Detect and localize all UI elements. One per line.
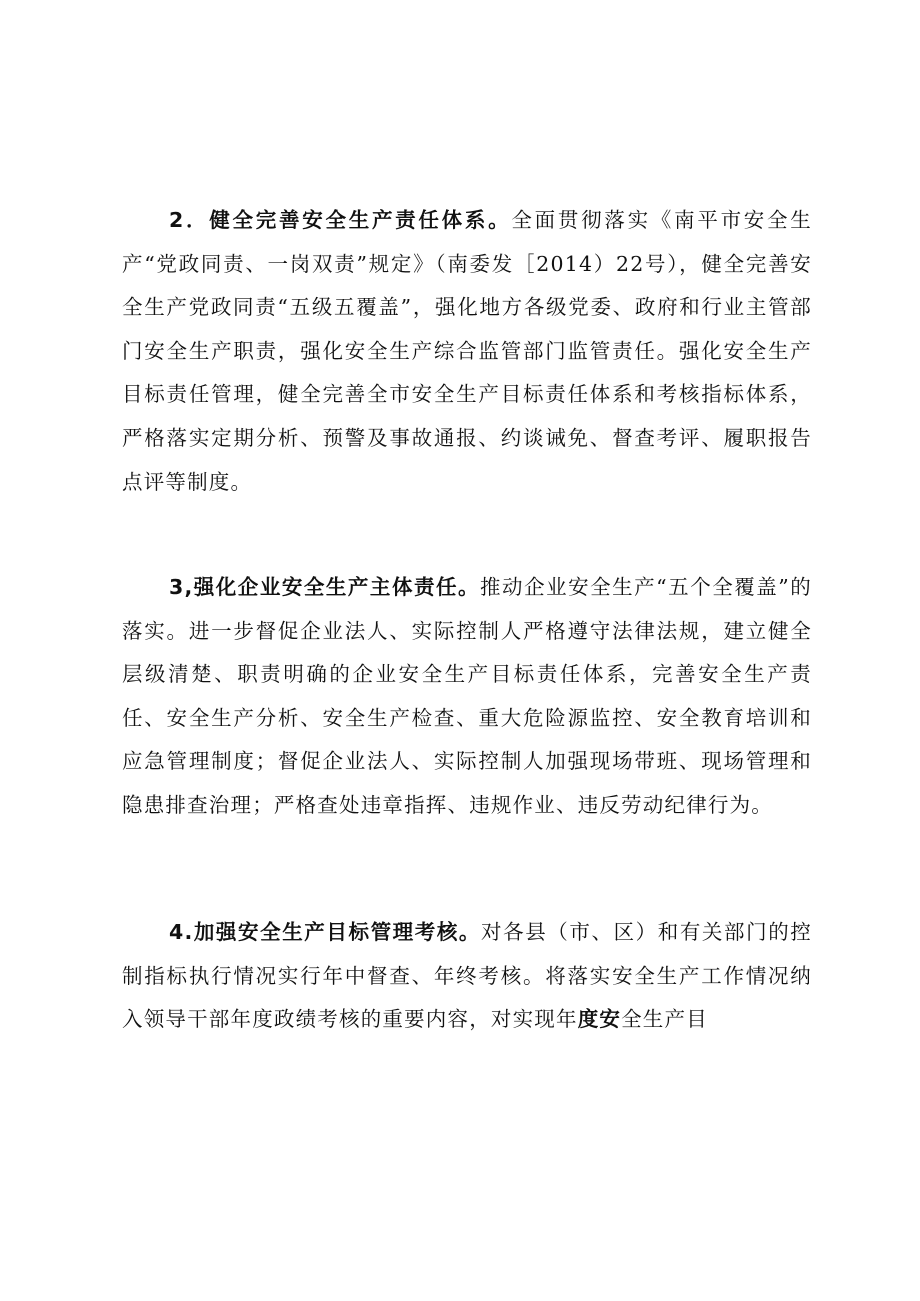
paragraph-heading: 2．健全完善安全生产责任体系。 <box>169 208 512 232</box>
paragraph-heading: 3,强化企业安全生产主体责任。 <box>169 575 481 599</box>
paragraph-target-assessment <box>122 911 812 1042</box>
paragraph-body-tail: 全生产目 <box>621 1007 708 1032</box>
paragraph-body: 对各县（市、区）和有关部门的控制指标执行情况实行年中督查、年终考核。将落实安全生产工作情况纳入领导干部年度政绩考核的重要内容，对实现年 <box>122 920 812 1032</box>
paragraph-body: 全面贯彻落实《南平市安全生产“党政同责、一岗双责”规定》（南委发［2014）22号），健全完善安全生产党政同责“五级五覆盖”，强化地方各级党委、政府和行业主管部门安全生产职责，强化安全生产综合监管部门监管责任。强化安全生产目标责任管理，健全完善全市安全生产目标责任体系和考核指标体系，严格落实定期分析、预警及事故通报、约谈诫免、督查考评、履职报告点评等制度。 <box>122 208 812 494</box>
paragraph-enterprise-responsibility <box>122 566 812 828</box>
paragraph-responsibility-system <box>122 199 812 504</box>
paragraph-body: 推动企业安全生产“五个全覆盖”的落实。进一步督促企业法人、实际控制人严格遵守法律法规，建立健全层级清楚、职责明确的企业安全生产目标责任体系，完善安全生产责任、安全生产分析、安全生产检查、重大危险源监控、安全教育培训和应急管理制度；督促企业法人、实际控制人加强现场带班、现场管理和隐患排查治理；严格查处违章指挥、违规作业、违反劳动纪律行为。 <box>122 575 812 817</box>
emphasized-text: 度安 <box>577 1007 622 1032</box>
paragraph-heading: 4.加强安全生产目标管理考核。 <box>169 920 482 944</box>
